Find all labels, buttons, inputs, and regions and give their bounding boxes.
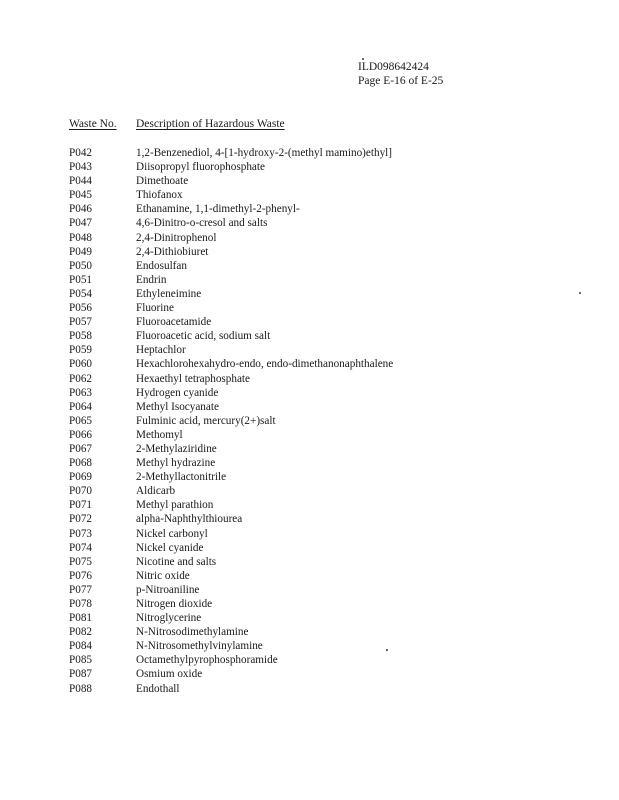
waste-code: P050 <box>69 259 93 272</box>
waste-code: P051 <box>69 273 93 286</box>
waste-description: alpha-Naphthylthiourea <box>136 513 243 526</box>
waste-code: P049 <box>69 245 93 258</box>
waste-code: P082 <box>69 626 93 639</box>
waste-code: P056 <box>69 302 93 315</box>
waste-description: Nitric oxide <box>136 569 190 582</box>
column-header-waste-no: Waste No. <box>69 118 117 130</box>
waste-description: Nickel cyanide <box>136 541 204 554</box>
table-row <box>69 583 589 597</box>
table-row <box>69 527 589 541</box>
table-row <box>69 386 589 400</box>
waste-description: Nickel carbonyl <box>136 527 208 540</box>
waste-code: P070 <box>69 485 93 498</box>
waste-description: Dimethoate <box>136 175 189 188</box>
waste-description: Nicotine and salts <box>136 555 217 568</box>
table-row <box>69 667 589 681</box>
waste-code: P059 <box>69 344 93 357</box>
table-row <box>69 653 589 667</box>
waste-code: P054 <box>69 287 93 300</box>
waste-code: P081 <box>69 612 93 625</box>
table-row <box>69 301 589 315</box>
waste-description: Octamethylpyrophosphoramide <box>136 654 278 667</box>
waste-description: Hexachlorohexahydro-endo, endo-dimethanonaphthalene <box>136 358 394 371</box>
table-row <box>69 273 589 287</box>
waste-code: P060 <box>69 358 93 371</box>
waste-description: p-Nitroaniline <box>136 583 200 596</box>
scan-speck <box>362 58 364 60</box>
waste-description: 2-Methyllactonitrile <box>136 471 227 484</box>
waste-description: Hydrogen cyanide <box>136 386 219 399</box>
waste-table <box>69 146 589 696</box>
table-row <box>69 639 589 653</box>
waste-description: Hexaethyl tetraphosphate <box>136 372 251 385</box>
table-row <box>69 470 589 484</box>
table-row <box>69 259 589 273</box>
table-row <box>69 484 589 498</box>
waste-code: P071 <box>69 499 93 512</box>
waste-description: Thiofanox <box>136 189 183 202</box>
table-row <box>69 372 589 386</box>
table-row <box>69 315 589 329</box>
waste-description: Osmium oxide <box>136 668 203 681</box>
waste-code: P069 <box>69 471 93 484</box>
waste-description: N-Nitrosomethylvinylamine <box>136 640 263 653</box>
table-row <box>69 625 589 639</box>
scan-speck <box>579 292 581 294</box>
table-row <box>69 428 589 442</box>
table-row <box>69 414 589 428</box>
waste-code: P048 <box>69 231 93 244</box>
waste-code: P063 <box>69 386 93 399</box>
waste-description: Ethanamine, 1,1-dimethyl-2-phenyl- <box>136 203 300 216</box>
waste-code: P067 <box>69 442 93 455</box>
table-row <box>69 329 589 343</box>
waste-code: P077 <box>69 583 93 596</box>
waste-description: Ethyleneimine <box>136 287 202 300</box>
waste-code: P073 <box>69 527 93 540</box>
waste-code: P046 <box>69 203 93 216</box>
waste-code: P084 <box>69 640 93 653</box>
table-row <box>69 188 589 202</box>
waste-code: P088 <box>69 682 93 695</box>
table-row <box>69 597 589 611</box>
waste-code: P072 <box>69 513 93 526</box>
table-row <box>69 202 589 216</box>
waste-description: 2,4-Dithiobiuret <box>136 245 209 258</box>
waste-code: P078 <box>69 598 93 610</box>
waste-description: Nitrogen dioxide <box>136 598 213 610</box>
waste-code: P068 <box>69 457 93 470</box>
waste-description: Fluoroacetamide <box>136 316 212 329</box>
table-row <box>69 146 589 160</box>
table-row <box>69 611 589 625</box>
waste-code: P075 <box>69 555 93 568</box>
waste-code: P074 <box>69 541 93 554</box>
waste-code: P047 <box>69 217 93 230</box>
waste-description: Methyl parathion <box>136 499 214 512</box>
table-row <box>69 442 589 456</box>
waste-code: P043 <box>69 161 93 174</box>
waste-code: P057 <box>69 316 93 329</box>
waste-description: Fluoroacetic acid, sodium salt <box>136 330 271 343</box>
waste-code: P065 <box>69 414 93 427</box>
table-row <box>69 245 589 259</box>
waste-description: Heptachlor <box>136 344 186 357</box>
waste-description: Methyl hydrazine <box>136 457 216 470</box>
waste-description: Endrin <box>136 273 167 286</box>
waste-description: 2-Methylaziridine <box>136 442 217 455</box>
table-row <box>69 231 589 245</box>
page-number: Page E-16 of E-25 <box>358 75 444 87</box>
waste-description: 4,6-Dinitro-o-cresol and salts <box>136 217 268 230</box>
waste-code: P087 <box>69 668 93 681</box>
table-row <box>69 160 589 174</box>
document-header <box>358 60 443 88</box>
waste-description: 1,2-Benzenediol, 4-[1-hydroxy-2-(methyl mamino)ethyl] <box>136 147 392 159</box>
waste-description: Aldicarb <box>136 485 176 498</box>
document-id: ILD098642424 <box>358 61 429 73</box>
table-row <box>69 555 589 569</box>
waste-code: P058 <box>69 330 93 343</box>
waste-description: Methyl Isocyanate <box>136 400 219 413</box>
waste-code: P076 <box>69 569 93 582</box>
table-row <box>69 512 589 526</box>
waste-description: Fulminic acid, mercury(2+)salt <box>136 414 276 427</box>
table-row <box>69 498 589 512</box>
waste-code: P045 <box>69 189 93 202</box>
waste-description: Endothall <box>136 682 180 695</box>
waste-code: P085 <box>69 654 93 667</box>
table-row <box>69 569 589 583</box>
waste-description: Diisopropyl fluorophosphate <box>136 161 265 174</box>
waste-description: Methomyl <box>136 428 183 441</box>
waste-code: P066 <box>69 428 93 441</box>
table-row <box>69 682 589 696</box>
scan-speck <box>386 649 388 651</box>
waste-code: P064 <box>69 400 93 413</box>
table-row <box>69 456 589 470</box>
table-row <box>69 287 589 301</box>
waste-description: Endosulfan <box>136 259 187 272</box>
column-header-description: Description of Hazardous Waste <box>136 118 285 130</box>
table-row <box>69 541 589 555</box>
waste-code: P044 <box>69 175 93 188</box>
table-row <box>69 174 589 188</box>
table-row <box>69 216 589 230</box>
table-row <box>69 343 589 357</box>
table-row <box>69 357 589 371</box>
waste-description: 2,4-Dinitrophenol <box>136 231 217 244</box>
table-row <box>69 400 589 414</box>
waste-description: Nitroglycerine <box>136 612 202 625</box>
waste-description: Fluorine <box>136 302 174 315</box>
waste-description: N-Nitrosodimethylamine <box>136 626 249 639</box>
waste-code: P042 <box>69 147 93 159</box>
waste-code: P062 <box>69 372 93 385</box>
